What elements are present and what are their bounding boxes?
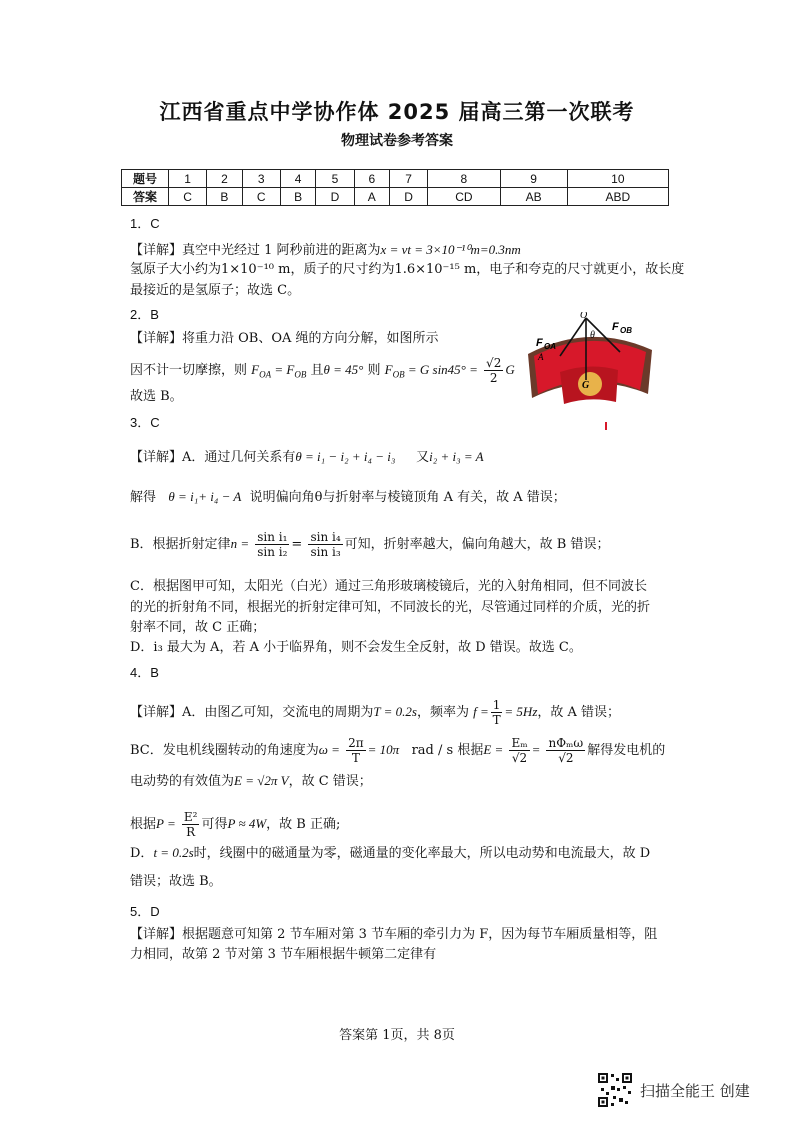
equals: = <box>291 537 303 552</box>
table-cell: B <box>207 188 243 206</box>
answer-table <box>121 169 669 206</box>
fraction: $\frac{\text{sin i₄}}{\text{sin i₃}}$ <box>310 530 341 559</box>
fraction: $\frac{\text{Eₘ}}{√2}$ <box>511 736 528 765</box>
text: 【详解】真空中光经过 1 阿秒前进的距离为 <box>130 243 381 258</box>
q2-heading: 2．B <box>130 307 159 322</box>
formula: i₂ + i₃ = A <box>429 449 484 464</box>
table-cell: 7 <box>390 170 428 188</box>
q4-line-1 <box>130 698 620 727</box>
q2-line-1: 【详解】将重力沿 OB、OA 绳的方向分解，如图所示 <box>130 331 439 346</box>
formula: = 5Hz <box>504 704 538 719</box>
formula: $F_{OB} = G$ sin45° = <box>384 362 478 380</box>
text: 解得发电机的 <box>587 743 666 758</box>
table-cell: 1 <box>169 170 207 188</box>
q3-line-1 <box>130 448 484 467</box>
formula: $F_{OA} = F_{OB}$ <box>251 362 307 380</box>
q1-line-2: 氢原子大小约为1×10⁻¹⁰ m，质子的尺寸约为1.6×10⁻¹⁵ m，电子和夸克的尺寸就更小，故长度 <box>130 262 685 277</box>
label-fob: F <box>612 321 619 333</box>
table-cell: 8 <box>428 170 500 188</box>
table-cell: D <box>390 188 428 206</box>
q1-line-3: 最接近的是氢原子；故选 C。 <box>130 283 301 298</box>
formula: G <box>505 362 515 377</box>
label-foa: F <box>536 337 543 349</box>
text: BC．发电机线圈转动的角速度为 <box>130 743 319 758</box>
table-cell: 2 <box>207 170 243 188</box>
label-g: G <box>582 380 590 391</box>
fraction: $\frac{\text{E²}}{R}$ <box>183 810 198 839</box>
q5-heading: 5．D <box>130 904 160 919</box>
table-cell: 5 <box>316 170 354 188</box>
formula: P ≈ 4W <box>227 816 267 831</box>
table-cell: AB <box>500 188 567 206</box>
formula: = 10π <box>367 742 400 757</box>
fraction: $\frac{\text{nΦₘω}}{√2}$ <box>548 736 584 765</box>
formula: E = √2π V <box>234 773 289 788</box>
q4-heading: 4．B <box>130 665 159 680</box>
q4-line-3 <box>130 772 372 791</box>
formula: θ = i₁+ i₄ − A <box>168 489 242 504</box>
text: 时，线圈中的磁通量为零，磁通量的变化率最大，所以电动势和电流最大，故 D <box>193 846 651 861</box>
text: 根据 <box>130 817 157 832</box>
formula: n = <box>230 536 250 551</box>
q4-line-2 <box>130 736 665 765</box>
text: 可得 <box>201 817 228 832</box>
q3-line-7: D．i₃ 最大为 A，若 A 小于临界角，则不会发生全反射，故 D 错误。故选 C。 <box>130 640 582 655</box>
table-cell: 9 <box>500 170 567 188</box>
table-cell: 3 <box>242 170 280 188</box>
qr-code-icon <box>597 1072 633 1108</box>
formula: x = vt = 3×10⁻¹⁰m=0.3nm <box>380 242 521 257</box>
table-cell: C <box>169 188 207 206</box>
table-cell: A <box>354 188 390 206</box>
label-foa-sub: OA <box>544 342 556 351</box>
q4-line-5 <box>130 844 650 863</box>
text: ，故 A 错误； <box>537 705 621 720</box>
q3-line-6: 射率不同，故 C 正确； <box>130 620 266 635</box>
q3-line-5: 的光的折射角不同，根据光的折射定律可知，不同波长的光，尽管通过同样的介质，光的折 <box>130 600 651 615</box>
formula: t = 0.2s <box>153 845 194 860</box>
label-a: A <box>538 352 544 362</box>
scanner-watermark: 扫描全能王 创建 <box>640 1082 750 1100</box>
formula: θ = i₁ − i₂ + i₄ − i₃ <box>295 449 396 464</box>
table-row-numbers <box>122 170 669 188</box>
text: 【详解】A．由图乙可知，交流电的周期为 <box>130 705 374 720</box>
label-o: O <box>580 312 588 321</box>
q2-line-3: 故选 B。 <box>130 389 183 404</box>
q1-line-1 <box>130 241 521 260</box>
text: 说明偏向角θ与折射率与棱镜顶角 A 有关，故 A 错误； <box>249 490 566 505</box>
fraction: $\frac{\text{sin i₁}}{\text{sin i₂}}$ <box>257 530 288 559</box>
table-cell: 6 <box>354 170 390 188</box>
label-theta: θ <box>590 330 595 341</box>
q3-heading: 3．C <box>130 415 160 430</box>
text: 可知，折射率越大，偏向角越大，故 B 错误； <box>344 537 610 552</box>
table-cell: D <box>316 188 354 206</box>
page-footer: 答案第 1页，共 8页 <box>339 1028 455 1043</box>
q1-heading: 1．C <box>130 216 160 231</box>
fraction: $\frac{1}{T}$ <box>492 698 501 727</box>
text: ，频率为 <box>416 705 469 720</box>
fraction: $\frac{2\pi}{T}$ <box>348 736 364 765</box>
text: rad / s 根据 <box>411 743 484 758</box>
row-label: 答案 <box>122 188 169 206</box>
formula: f = <box>473 704 489 719</box>
formula: = <box>531 742 541 757</box>
fraction: $\frac{√2}{2}$ <box>486 356 502 385</box>
page-subtitle: 物理试卷参考答案 <box>341 133 453 149</box>
label-fob-sub: OB <box>620 326 632 335</box>
text: ，故 C 错误； <box>288 774 372 789</box>
table-cell: CD <box>428 188 500 206</box>
table-cell: 10 <box>567 170 668 188</box>
row-label: 题号 <box>122 170 169 188</box>
text: D． <box>130 846 154 861</box>
formula: E = <box>483 742 504 757</box>
table-cell: 4 <box>280 170 316 188</box>
formula: T = 0.2s <box>373 704 417 719</box>
text: 因不计一切摩擦，则 <box>130 363 248 378</box>
formula: θ = 45° <box>323 362 364 377</box>
table-row-answers <box>122 188 669 206</box>
text: B．根据折射定律 <box>130 537 231 552</box>
text: ，故 B 正确; <box>266 817 341 832</box>
q4-line-6: 错误；故选 B。 <box>130 874 222 889</box>
text: 且 <box>310 363 324 378</box>
page-title: 江西省重点中学协作体 2025 届高三第一次联考 <box>159 100 635 124</box>
table-cell: B <box>280 188 316 206</box>
text: 则 <box>367 363 381 378</box>
formula: P = <box>156 816 176 831</box>
text: 又 <box>416 450 430 465</box>
q3-line-3 <box>130 530 609 559</box>
text: 【详解】A．通过几何关系有 <box>130 450 296 465</box>
q5-line-2: 力相同，故第 2 节对第 3 节车厢根据牛顿第二定律有 <box>130 947 437 962</box>
formula: ω = <box>318 742 340 757</box>
q3-line-2 <box>130 488 566 507</box>
table-cell: ABD <box>567 188 668 206</box>
q2-line-2 <box>130 356 515 385</box>
q5-line-1: 【详解】根据题意可知第 2 节车厢对第 3 节车厢的牵引力为 F，因为每节车厢质量相等，阻 <box>130 927 658 942</box>
q3-line-4: C．根据图甲可知，太阳光（白光）通过三角形玻璃棱镜后，光的入射角相同，但不同波长 <box>130 579 647 594</box>
text: 电动势的有效值为 <box>130 774 235 789</box>
force-diagram-figure <box>520 312 660 432</box>
q4-line-4 <box>130 810 340 839</box>
text: 解得 <box>130 490 157 505</box>
table-cell: C <box>242 188 280 206</box>
